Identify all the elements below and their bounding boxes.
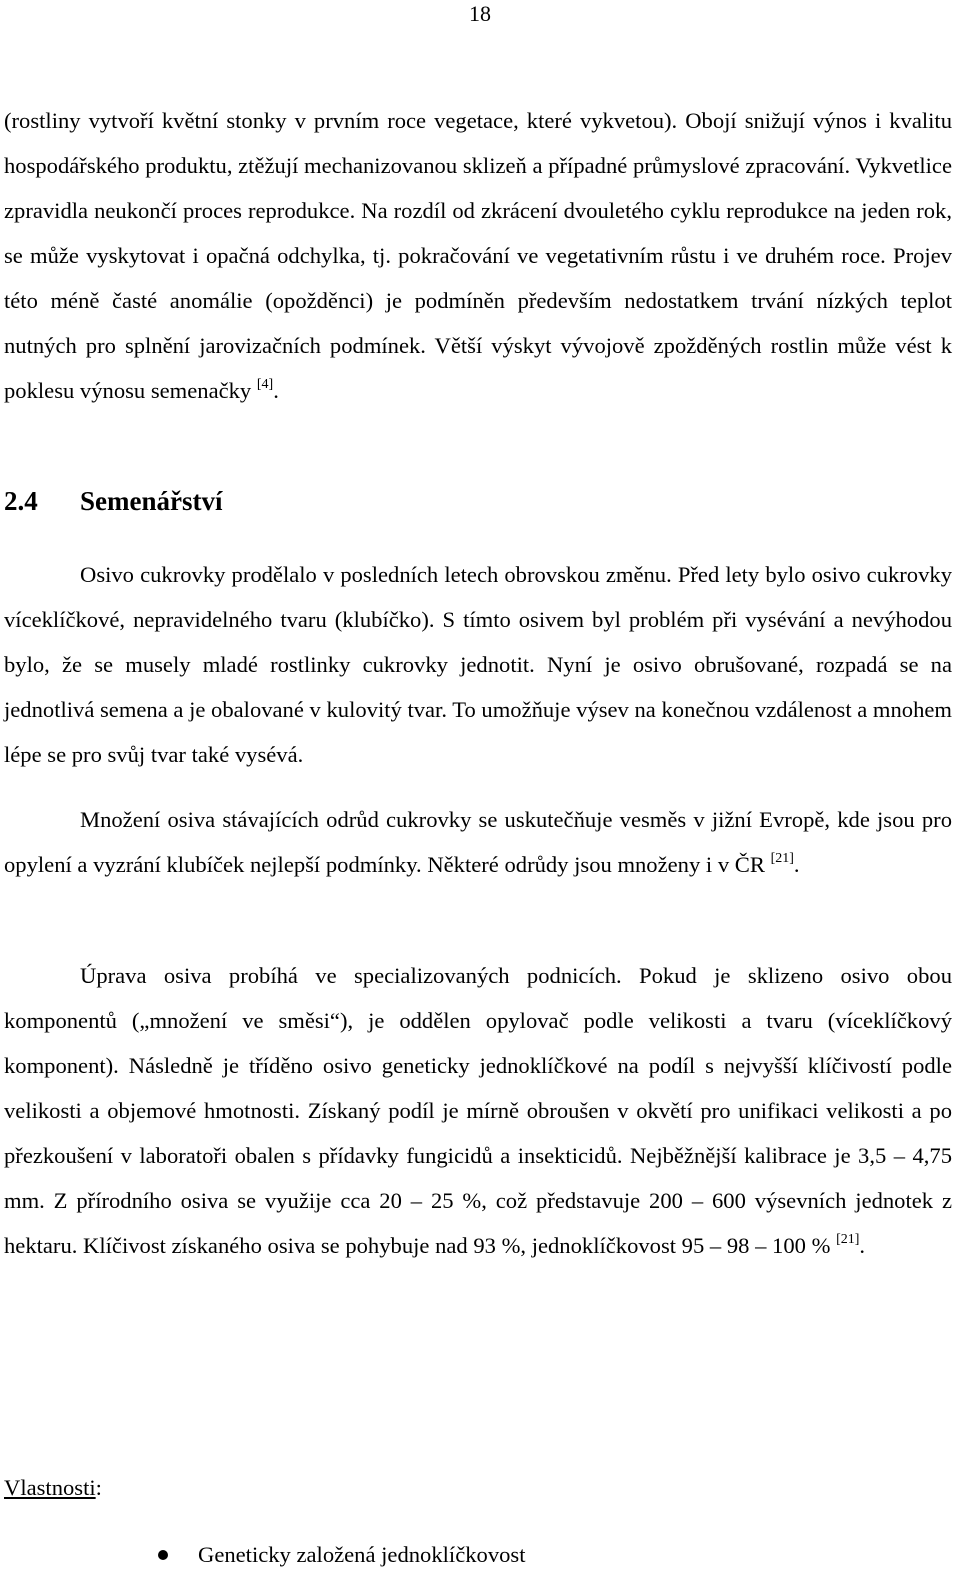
paragraph-text: (rostliny vytvoří květní stonky v prvním roce vegetace, které vykvetou). Obojí snižují výnos i kvalitu hospodářského produktu, ztěžují mechanizovanou sklizeň a případné průmyslové zpracování. Vykvetlice zpravidla neukončí proces reprodukce. Na rozdíl od zkrácení dvouletého cyklu reprodukce na jeden rok, se může vyskytovat i opačná odchylka, tj. pokračování ve vegetativním růstu i ve druhém roce. Projev této méně časté anomálie (opožděnci) je podmíněn především nedostatkem trvání nízkých teplot nutných pro splnění jarovizačních podmínek. Větší výskyt vývojově zpožděných rostlin může vést k poklesu výnosu semenačky [4,108,952,403]
paragraph-seed-processing [4,953,952,1268]
list-item [0,1535,526,1575]
section-heading [4,481,222,521]
page-number: 18 [469,1,491,26]
paragraph-text: Úprava osiva probíhá ve specializovaných podnicích. Pokud je sklizeno osivo obou komponentů („množení ve směsi“), je oddělen opylovač podle velikosti a tvaru (víceklíčkový komponent). Následně je tříděno osivo geneticky jednoklíčkové na podíl s nejvyšší klíčivostí podle velikosti a objemové hmotnosti. Získaný podíl je mírně obroušen v okvětí pro unifikaci velikosti a po přezkoušení v laboratoři obalen s přídavky fungicidů a insekticidů. Nejběžnější kalibrace je 3,5 – 4,75 mm. Z přírodního osiva se využije cca 20 – 25 %, což představuje 200 – 600 výsevních jednotek z hektaru. Klíčivost získaného osiva se pohybuje nad 93 %, jednoklíčkovost 95 – 98 – 100 % [4,963,952,1258]
citation-ref: [21] [836,1232,860,1247]
list-item-text: Geneticky založená jednoklíčkovost [198,1542,526,1567]
citation-ref: [4] [256,377,274,392]
section-number: 2.4 [4,486,38,516]
paragraph-seed-change [4,552,952,777]
paragraph-end: . [793,852,800,877]
citation-ref: [21] [770,851,794,866]
paragraph-end: . [859,1233,866,1258]
paragraph-anomalies [4,98,952,413]
paragraph-end: . [273,378,279,403]
paragraph-text: Množení osiva stávajících odrůd cukrovky se uskutečňuje vesměs v jižní Evropě, kde jsou pro opylení a vyzrání klubíček nejlepší podmínky. Některé odrůdy jsou množeny i v ČR [4,807,952,877]
properties-label-text: Vlastnosti [4,1475,96,1500]
properties-label [4,1468,102,1508]
paragraph-seed-multiplication [4,797,952,887]
section-title: Semenářství [80,486,223,516]
bullet-icon [158,1550,168,1560]
properties-list [0,1535,526,1575]
properties-label-colon: : [95,1475,102,1500]
paragraph-text: Osivo cukrovky prodělalo v posledních letech obrovskou změnu. Před lety bylo osivo cukrovky víceklíčkové, nepravidelného tvaru (klubíčko). S tímto osivem byl problém při vysévání a nevýhodou bylo, že se musely mladé rostlinky cukrovky jednotit. Nyní je osivo obrušované, rozpadá se na jednotlivá semena a je obalované v kulovitý tvar. To umožňuje výsev na konečnou vzdálenost a mnohem lépe se pro svůj tvar také vysévá. [4,562,952,767]
